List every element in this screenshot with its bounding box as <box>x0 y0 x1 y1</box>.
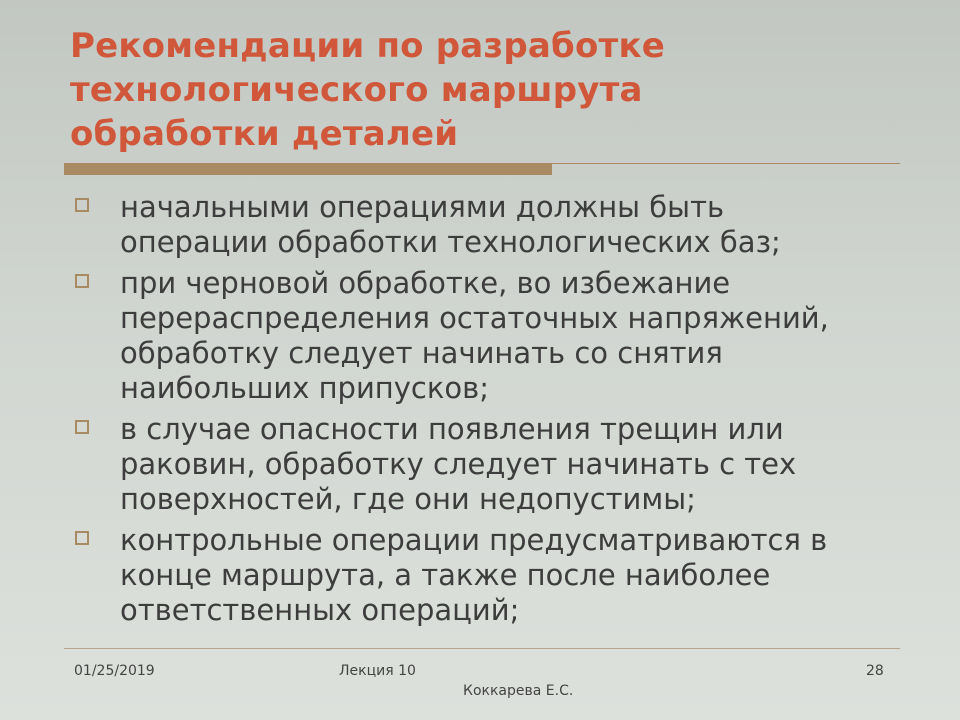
bullet-line: поверхностей, где они недопустимы; <box>120 482 696 516</box>
bullet-line: обработку следует начинать со снятия <box>120 336 723 370</box>
bullet-item <box>72 190 902 260</box>
bullet-line: в случае опасности появления трещин или <box>120 412 784 446</box>
bullet-list <box>72 190 902 634</box>
hollow-square-bullet-icon <box>75 198 89 212</box>
bullet-text <box>120 523 902 628</box>
bullet-text <box>120 266 902 406</box>
bullet-text <box>120 190 902 260</box>
bullet-line: наибольших припусков; <box>120 371 489 405</box>
bullet-item <box>72 412 902 517</box>
hollow-square-bullet-icon <box>75 531 89 545</box>
bullet-line: начальными операциями должны быть <box>120 190 725 224</box>
bullet-line: перераспределения остаточных напряжений, <box>120 301 829 335</box>
title-line: обработки деталей <box>70 114 459 154</box>
footer-divider-line <box>64 648 900 649</box>
bullet-line: конце маршрута, а также после наиболее <box>120 558 771 592</box>
bullet-line: операции обработки технологических баз; <box>120 225 781 259</box>
footer-date: 01/25/2019 <box>74 663 155 679</box>
bullet-line: при черновой обработке, во избежание <box>120 266 731 300</box>
hollow-square-bullet-icon <box>75 274 89 288</box>
slide-title <box>70 24 910 156</box>
title-line: Рекомендации по разработке <box>70 26 665 66</box>
title-line: технологического маршрута <box>70 70 643 110</box>
footer-page-number: 28 <box>866 663 884 679</box>
title-divider-bar <box>64 164 552 175</box>
bullet-line: ответственных операций; <box>120 593 520 627</box>
bullet-text <box>120 412 902 517</box>
footer-lecture: Лекция 10 <box>339 663 416 679</box>
hollow-square-bullet-icon <box>75 420 89 434</box>
bullet-line: контрольные операции предусматриваются в <box>120 523 828 557</box>
bullet-item <box>72 523 902 628</box>
footer-author: Коккарева Е.С. <box>463 683 574 699</box>
bullet-line: раковин, обработку следует начинать с тех <box>120 447 797 481</box>
bullet-item <box>72 266 902 406</box>
